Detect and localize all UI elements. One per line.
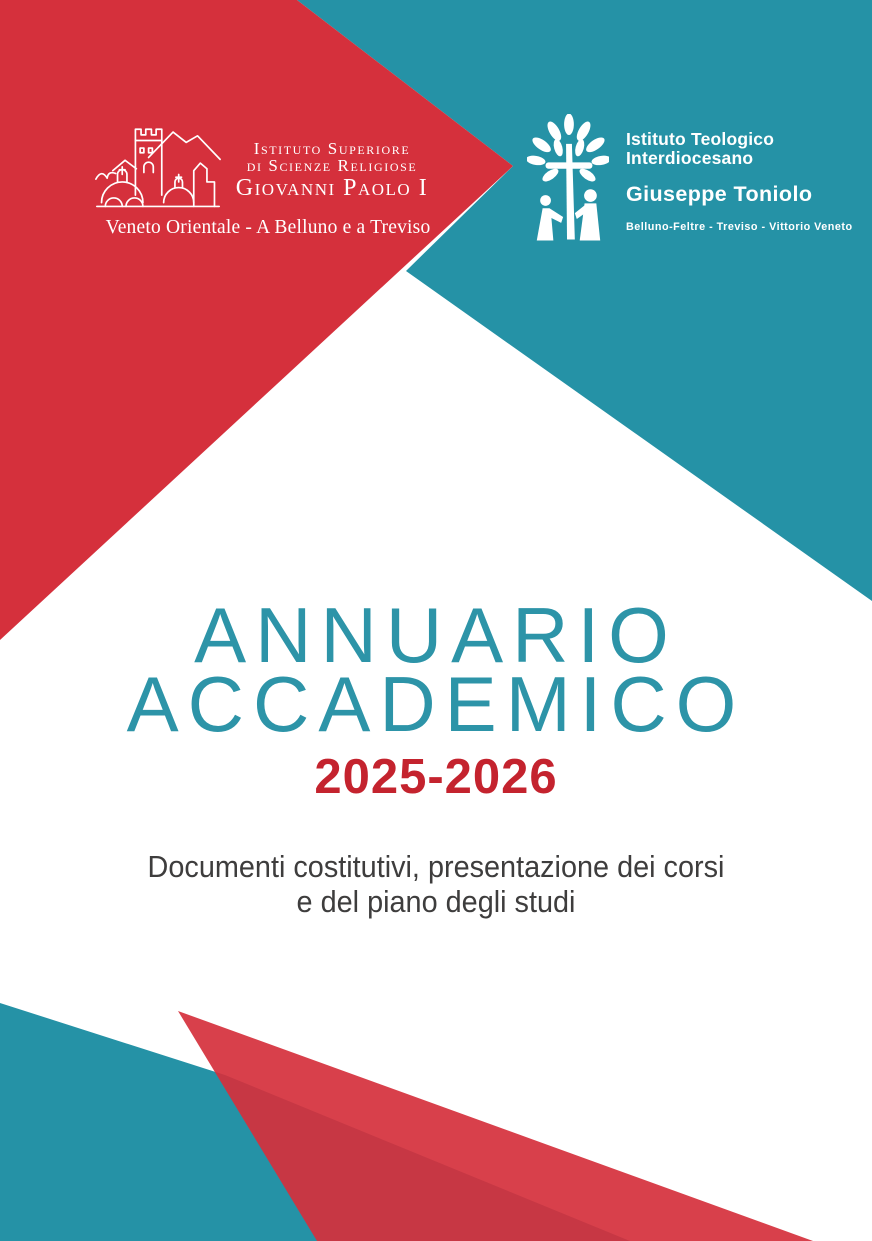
iti-dioceses: Belluno-Feltre - Treviso - Vittorio Veneto [626, 221, 853, 233]
issr-line2: di Scienze Religiose [246, 156, 418, 175]
issr-line3: Giovanni Paolo I [235, 175, 429, 201]
subtitle [31, 849, 842, 919]
subtitle-line-1: Documenti costitutivi, presentazione dei corsi [147, 849, 725, 884]
iti-line1: Istituto Teologico [626, 129, 775, 149]
issr-logo-row [94, 118, 442, 212]
iti-line2: Interdiocesano [626, 148, 754, 168]
iti-logo [527, 114, 853, 242]
title-line-2: ACCADEMICO [126, 660, 746, 748]
subtitle-line-2: e del piano degli studi [296, 884, 576, 919]
issr-line4: Veneto Orientale - A Belluno e a Treviso [105, 217, 431, 238]
issr-logo [94, 118, 442, 240]
tree-cross-two-figures-icon [527, 114, 609, 242]
academic-year: 2025-2026 [314, 750, 558, 804]
issr-line1: Istituto Superiore [253, 139, 411, 158]
issr-logo-text [222, 118, 442, 201]
title-line-1: ANNUARIO [194, 591, 678, 679]
title-block [0, 591, 872, 804]
iti-name: Giuseppe Toniolo [626, 182, 813, 206]
town-skyline-tower-domes-icon [94, 118, 222, 212]
iti-logo-text [626, 114, 853, 242]
